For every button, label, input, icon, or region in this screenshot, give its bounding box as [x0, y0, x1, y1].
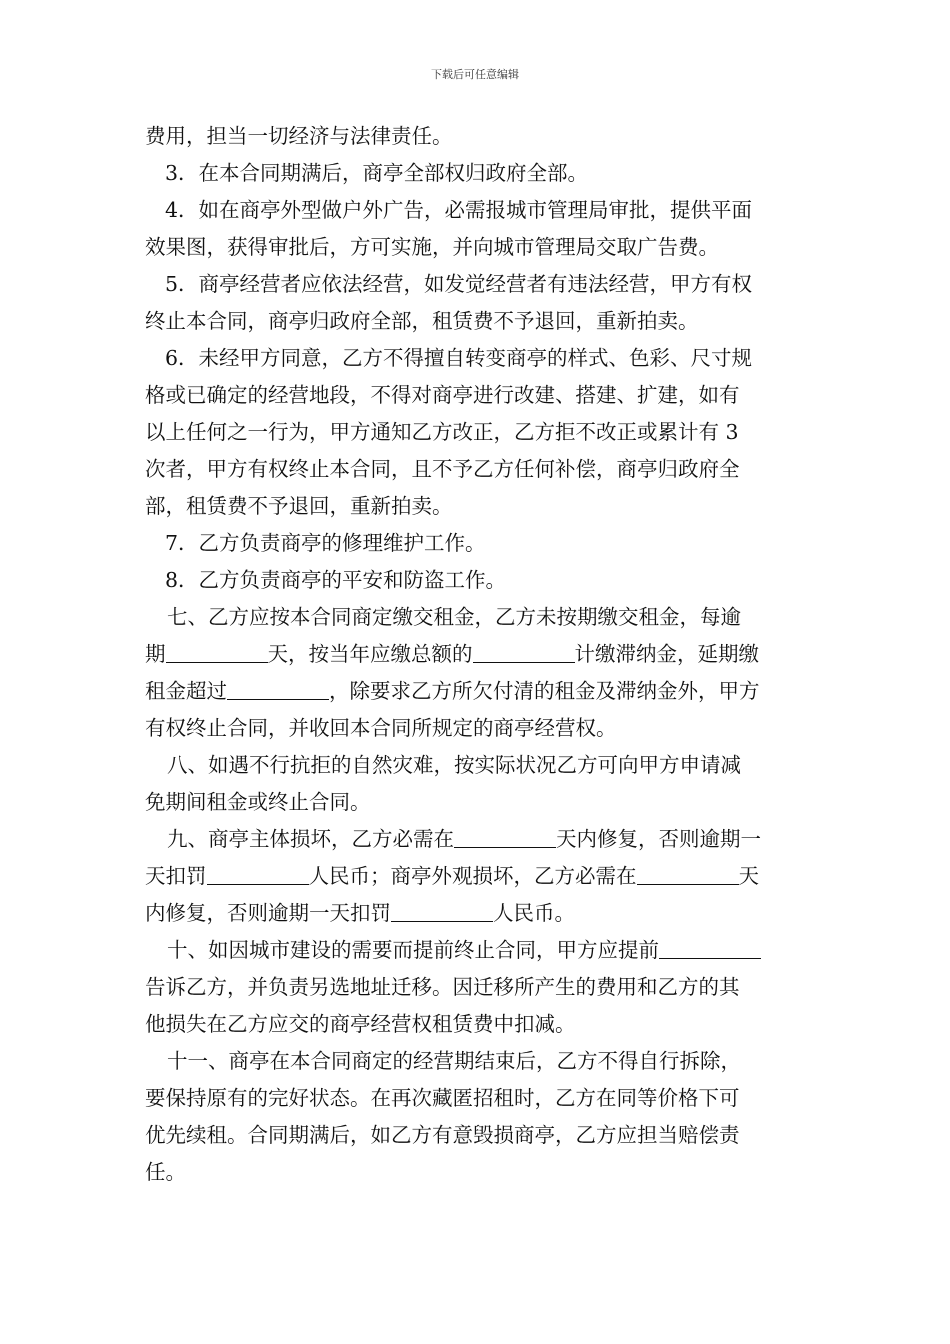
text-fragment: ，除要求乙方所欠付清的租金及滞纳金外，甲方: [329, 679, 760, 703]
clause-4-line-2: 效果图，获得审批后，方可实施，并向城市管理局交取广告费。: [145, 235, 719, 259]
fill-in-blank: [473, 638, 575, 663]
clause-3: 3．在本合同期满后，商亭全部权归政府全部。: [165, 161, 589, 185]
section-8-line-1: 八、如遇不行抗拒的自然灾难，按实际状况乙方可向甲方申请减: [167, 753, 741, 777]
text-fragment: 天扣罚: [145, 864, 207, 888]
text-fragment: 计缴滞纳金，延期缴: [574, 642, 759, 666]
clause-6-line-5: 部，租赁费不予退回，重新拍卖。: [145, 494, 453, 518]
clause-5-line-2: 终止本合同，商亭归政府全部，租赁费不予退回，重新拍卖。: [145, 309, 699, 333]
fill-in-blank: [659, 934, 761, 959]
text-fragment: 人民币；商亭外观损坏，乙方必需在: [308, 864, 637, 888]
section-9-line-3: [145, 895, 807, 932]
section-10-line-3: 他损失在乙方应交的商亭经营权租赁费中扣减。: [145, 1012, 576, 1036]
text-fragment: 天内修复，否则逾期一: [556, 827, 761, 851]
clause-6-line-4: 次者，甲方有权终止本合同，且不予乙方任何补偿，商亭归政府全: [145, 457, 740, 481]
clause-4-line-1: 4．如在商亭外型做户外广告，必需报城市管理局审批，提供平面: [165, 198, 753, 222]
section-9-line-1: [145, 821, 807, 858]
section-9-line-2: [145, 858, 807, 895]
section-10-line-1: [145, 932, 807, 969]
text-line: 费用，担当一切经济与法律责任。: [145, 124, 453, 148]
document-body: [145, 118, 807, 1191]
section-11-line-2: 要保持原有的完好状态。在再次藏匿招租时，乙方在同等价格下可: [145, 1086, 740, 1110]
section-7-line-3: [145, 673, 807, 710]
section-7-line-4: 有权终止合同，并收回本合同所规定的商亭经营权。: [145, 716, 617, 740]
clause-7: 7．乙方负责商亭的修理维护工作。: [165, 531, 486, 555]
fill-in-blank: [391, 897, 493, 922]
fill-in-blank: [227, 675, 329, 700]
section-11-line-4: 任。: [145, 1160, 186, 1184]
clause-6-line-3: 以上任何之一行为，甲方通知乙方改正，乙方拒不改正或累计有 3: [145, 420, 739, 444]
fill-in-blank: [637, 860, 739, 885]
text-fragment: 天: [738, 864, 759, 888]
text-fragment: 九、商亭主体损坏，乙方必需在: [167, 827, 454, 851]
section-11-line-3: 优先续租。合同期满后，如乙方有意毁损商亭，乙方应担当赔偿责: [145, 1123, 740, 1147]
text-fragment: 内修复，否则逾期一天扣罚: [145, 901, 391, 925]
section-10-line-2: 告诉乙方，并负责另选地址迁移。因迁移所产生的费用和乙方的其: [145, 975, 740, 999]
section-11-line-1: 十一、商亭在本合同商定的经营期结束后，乙方不得自行拆除，: [167, 1049, 741, 1073]
fill-in-blank: [166, 638, 268, 663]
page-header: 下载后可任意编辑: [431, 68, 519, 81]
clause-6-line-1: 6．未经甲方同意，乙方不得擅自转变商亭的样式、色彩、尺寸规: [165, 346, 753, 370]
text-fragment: 人民币。: [493, 901, 575, 925]
text-fragment: 十、如因城市建设的需要而提前终止合同，甲方应提前: [167, 938, 659, 962]
clause-8: 8．乙方负责商亭的平安和防盗工作。: [165, 568, 507, 592]
fill-in-blank: [207, 860, 309, 885]
clause-5-line-1: 5．商亭经营者应依法经营，如发觉经营者有违法经营，甲方有权: [165, 272, 753, 296]
section-8-line-2: 免期间租金或终止合同。: [145, 790, 371, 814]
fill-in-blank: [454, 823, 556, 848]
section-7-line-2: [145, 636, 807, 673]
text-fragment: 天，按当年应缴总额的: [267, 642, 473, 666]
text-fragment: 租金超过: [145, 679, 227, 703]
text-fragment: 期: [145, 642, 166, 666]
section-7-line-1: 七、乙方应按本合同商定缴交租金，乙方未按期缴交租金，每逾: [167, 605, 741, 629]
clause-6-line-2: 格或已确定的经营地段，不得对商亭进行改建、搭建、扩建，如有: [145, 383, 740, 407]
